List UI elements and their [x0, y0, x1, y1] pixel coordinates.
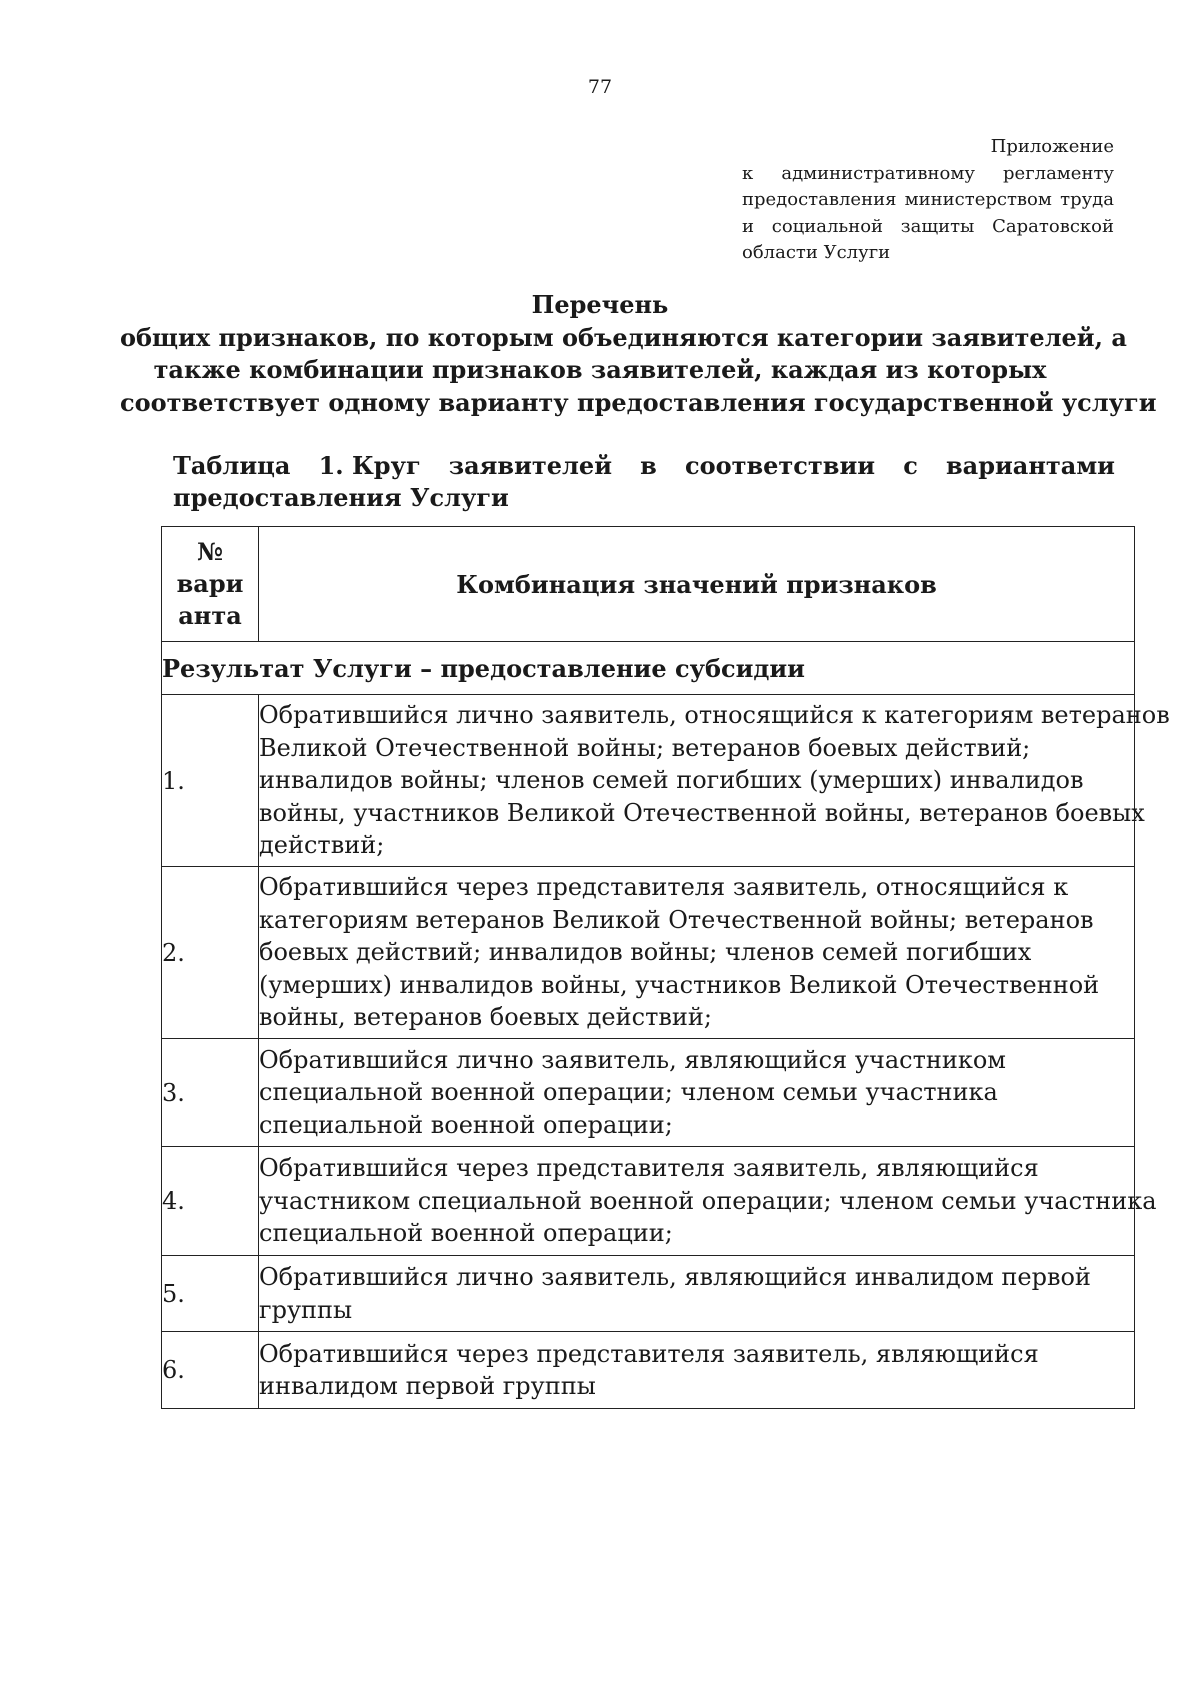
variant-description: Обратившийся через представителя заявитель, являющийся инвалидом первой группы	[259, 1332, 1135, 1409]
caption-word: Таблица	[173, 451, 291, 480]
result-row	[162, 642, 1135, 695]
table-row	[162, 695, 1135, 867]
variant-description: Обратившийся лично заявитель, относящийся к категориям ветеранов Великой Отечественной войны; ветеранов боевых действий; инвалидов войны; членов семей погибших (умерших) инвалидов войны, участников Великой Отечественной войны, ветеранов боевых действий;	[259, 695, 1135, 867]
title-line: общих признаков, по которым объединяются категории заявителей, а	[120, 322, 1127, 352]
header-combination: Комбинация значений признаков	[259, 527, 1135, 642]
variant-number: 5.	[162, 1256, 259, 1332]
table-row	[162, 1147, 1135, 1256]
variant-number: 1.	[162, 695, 259, 867]
table-row	[162, 867, 1135, 1039]
table-row	[162, 1332, 1135, 1409]
appendix-line: и социальной защиты Саратовской	[742, 215, 1114, 237]
appendix-line: предоставления министерством труда	[742, 189, 1114, 210]
caption-word: соответствии	[684, 451, 876, 480]
variant-description: Обратившийся лично заявитель, являющийся участником специальной военной операции; членом семьи участника специальной военной операции;	[259, 1039, 1135, 1147]
variant-number: 2.	[162, 867, 259, 1039]
appendix-line: к административному регламенту	[742, 162, 1114, 184]
caption-word: 1. Круг	[318, 451, 421, 480]
appendix-line: области Услуги	[742, 242, 891, 263]
caption-word: заявителей	[448, 451, 613, 480]
result-cell: Результат Услуги – предоставление субсидии	[162, 642, 1135, 695]
caption-word: вариантами	[945, 451, 1115, 480]
header-variant-number: № вари анта	[162, 527, 259, 642]
table-row	[162, 1256, 1135, 1332]
appendix-block	[742, 134, 1114, 267]
table-row	[162, 1039, 1135, 1147]
appendix-line: Приложение	[990, 136, 1114, 157]
caption-line: предоставления Услуги	[173, 483, 509, 512]
title-line: соответствует одному варианту предоставления государственной услуги	[120, 387, 1157, 417]
variants-table	[161, 526, 1170, 1409]
table-header-row	[162, 527, 1135, 642]
variant-description: Обратившийся через представителя заявитель, относящийся к категориям ветеранов Великой Отечественной войны; ветеранов боевых действий; инвалидов войны; членов семей погибших (умерших) инвалидов войны, участников Великой Отечественной войны, ветеранов боевых действий;	[259, 867, 1135, 1039]
variant-description: Обратившийся через представителя заявитель, являющийся участником специальной военной операции; членом семьи участника специальной военной операции;	[259, 1147, 1135, 1256]
title-line: Перечень	[531, 290, 669, 319]
caption-line	[173, 450, 1115, 482]
title-line: также комбинации признаков заявителей, каждая из которых	[153, 355, 1047, 384]
variant-number: 4.	[162, 1147, 259, 1256]
document-title	[120, 289, 1157, 419]
table-caption	[173, 450, 1115, 514]
variant-number: 3.	[162, 1039, 259, 1147]
caption-word: с	[903, 451, 918, 480]
page-number: 77	[587, 76, 613, 98]
variant-number: 6.	[162, 1332, 259, 1409]
variant-description: Обратившийся лично заявитель, являющийся инвалидом первой группы	[259, 1256, 1135, 1332]
caption-word: в	[640, 451, 657, 480]
